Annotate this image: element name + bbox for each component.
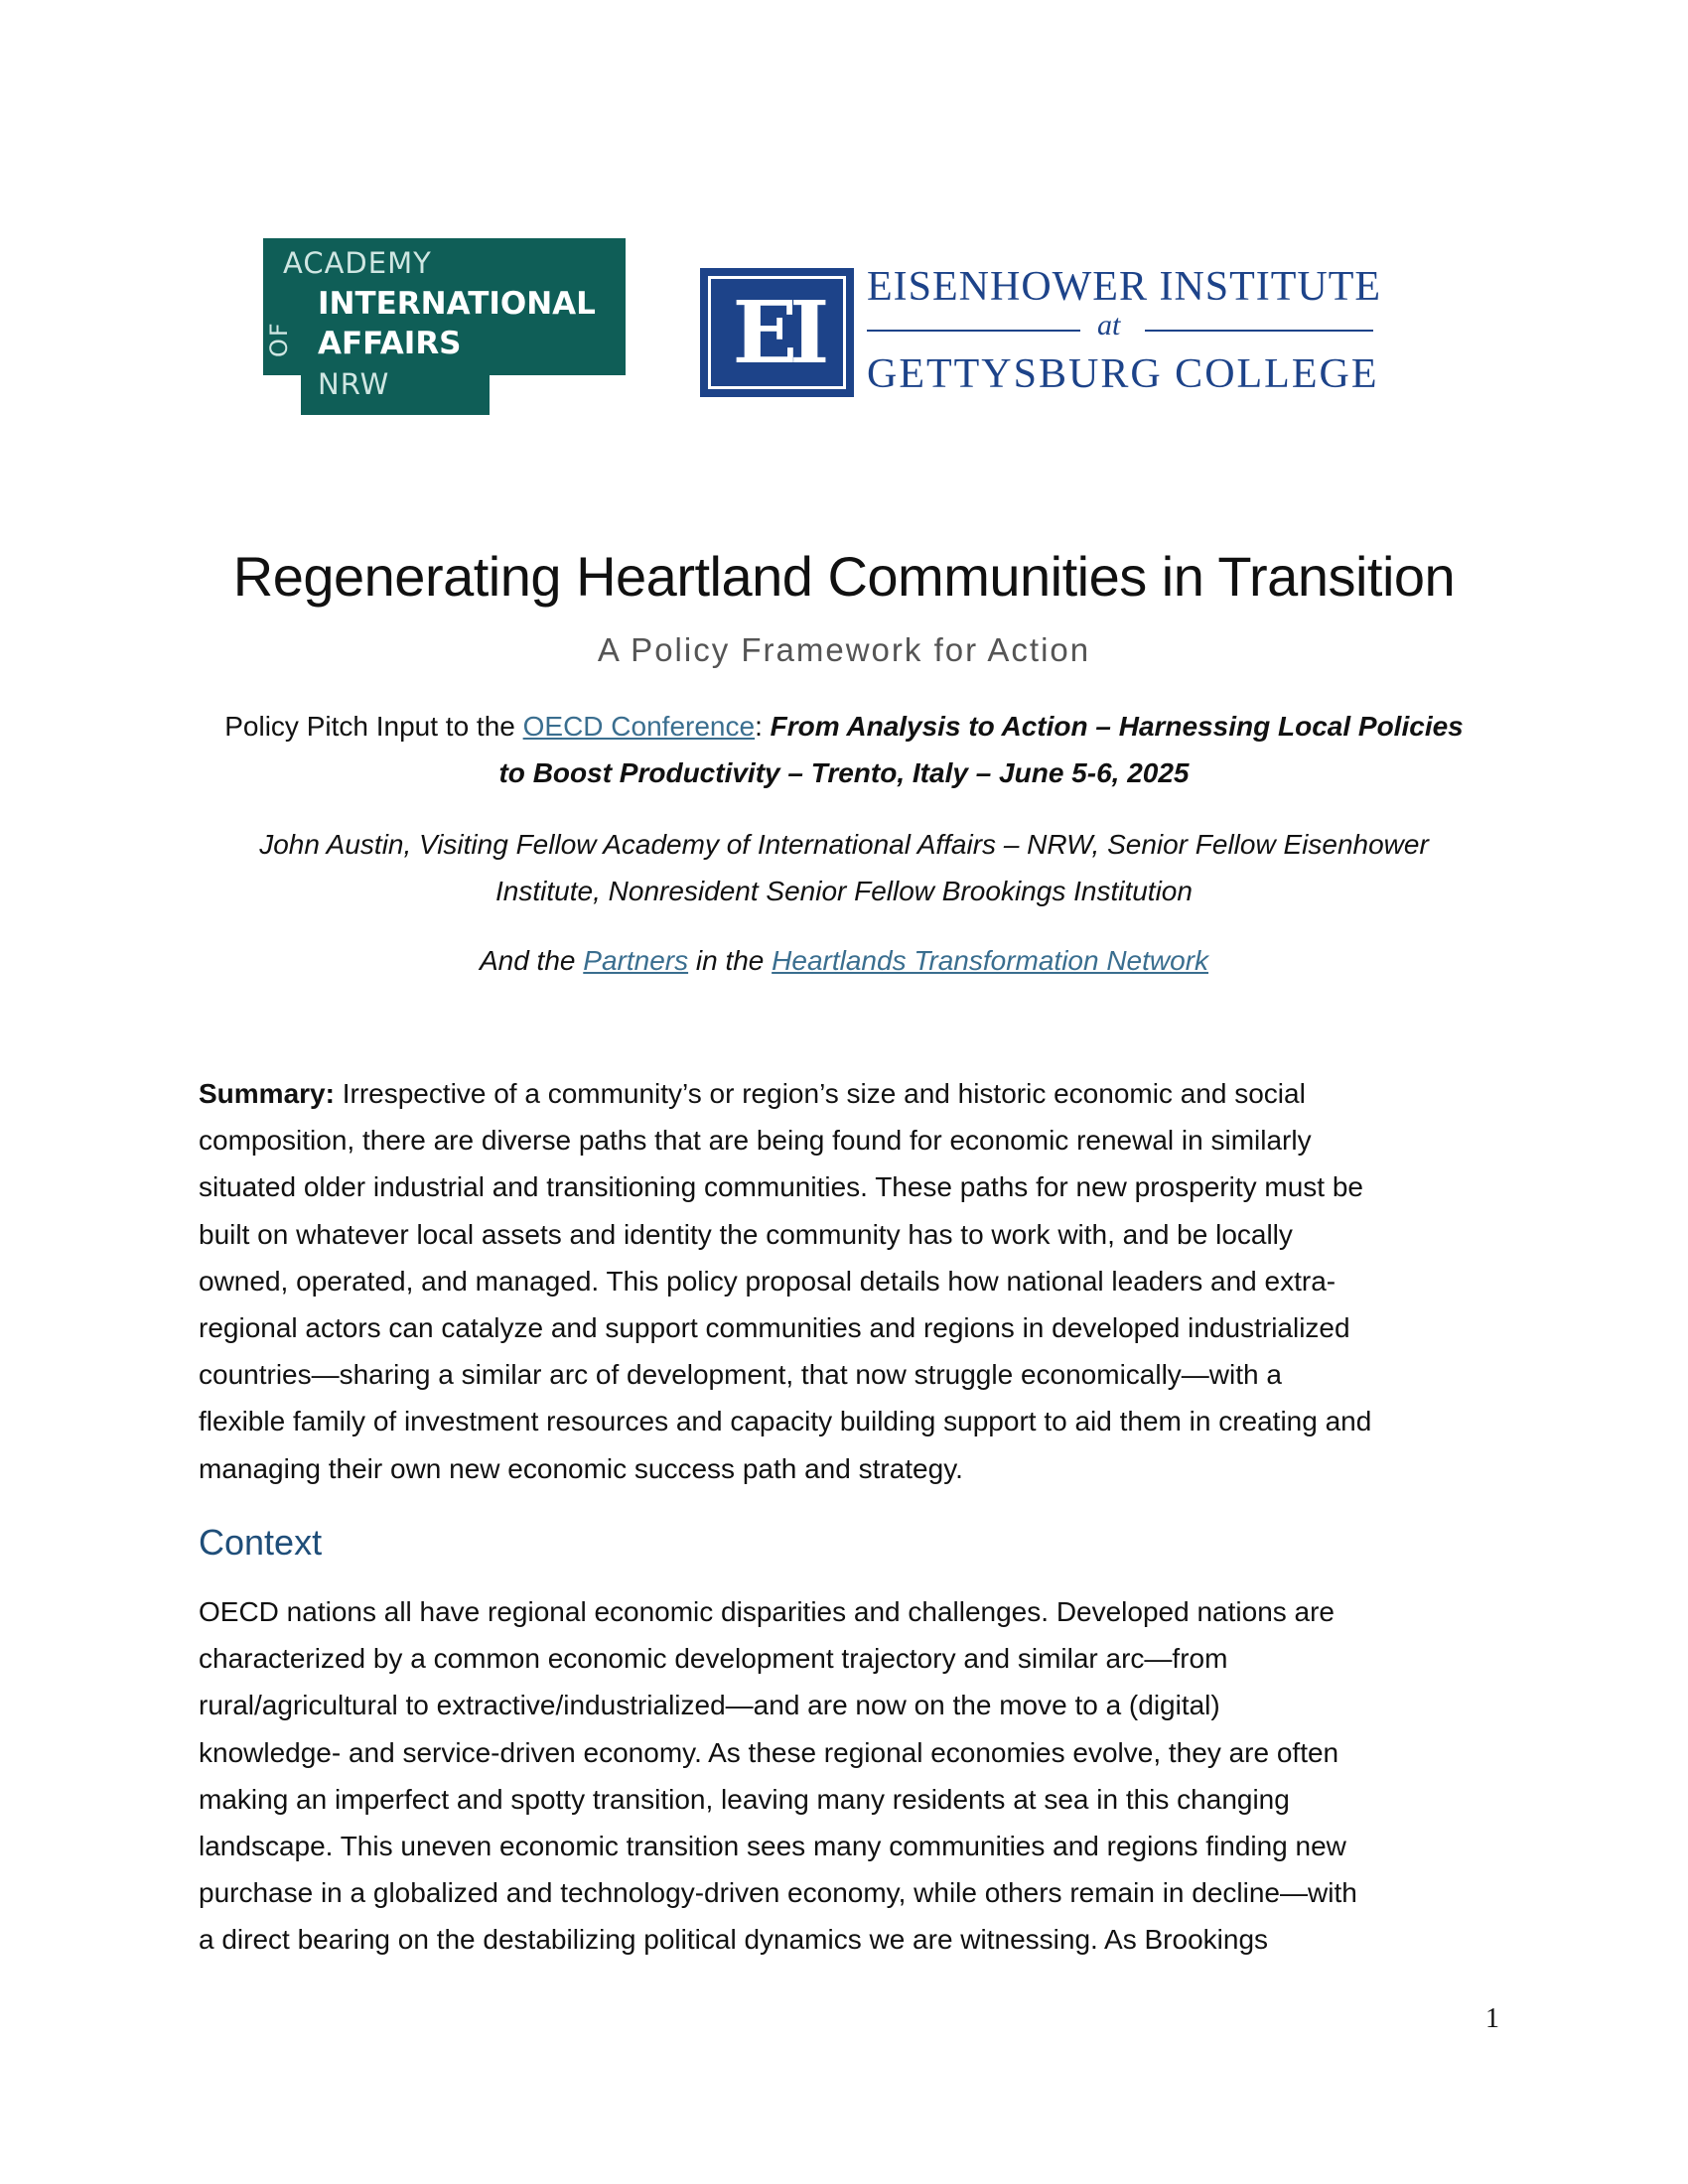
ei-monogram bbox=[700, 268, 854, 397]
ei-monogram-text: EI bbox=[732, 282, 822, 383]
summary-paragraph bbox=[199, 1070, 1489, 1492]
partners-middle: in the bbox=[688, 945, 773, 976]
summary-line: owned, operated, and managed. This policy proposal details how national leaders and extra- bbox=[199, 1265, 1336, 1297]
summary-line: flexible family of investment resources and capacity building support to aid them in creating and bbox=[199, 1406, 1372, 1437]
context-line: purchase in a globalized and technology-driven economy, while others remain in decline—with bbox=[199, 1877, 1357, 1909]
ei-logo-line-2 bbox=[867, 309, 1373, 344]
ei-logo-line-1: EISENHOWER INSTITUTE bbox=[867, 264, 1382, 310]
context-paragraph bbox=[199, 1588, 1489, 1964]
partners-line bbox=[189, 937, 1499, 984]
context-line: knowledge- and service-driven economy. As these regional economies evolve, they are often bbox=[199, 1736, 1339, 1768]
academy-logo bbox=[263, 238, 626, 415]
ei-logo-rule-left bbox=[867, 330, 1080, 332]
pitch-prefix: Policy Pitch Input to the bbox=[224, 711, 523, 742]
pitch-conference-title-2: to Boost Productivity – Trento, Italy – June 5-6, 2025 bbox=[498, 757, 1190, 788]
summary-line: Summary: Irrespective of a community’s or region’s size and historic economic and social bbox=[199, 1078, 1306, 1109]
academy-logo-line-1: ACADEMY bbox=[283, 246, 432, 280]
ei-logo-line-3: GETTYSBURG COLLEGE bbox=[867, 351, 1379, 397]
academy-logo-line-2: INTERNATIONAL bbox=[318, 286, 596, 322]
summary-line: composition, there are diverse paths that are being found for economic renewal in similarly bbox=[199, 1125, 1312, 1157]
context-line: rural/agricultural to extractive/industrialized—and are now on the move to a (digital) bbox=[199, 1690, 1220, 1721]
context-line: landscape. This uneven economic transition sees many communities and regions finding new bbox=[199, 1831, 1346, 1862]
author-line-2: Institute, Nonresident Senior Fellow Brookings Institution bbox=[495, 876, 1193, 906]
page-number: 1 bbox=[1485, 2003, 1499, 2034]
pitch-colon: : bbox=[755, 711, 771, 742]
policy-pitch bbox=[189, 703, 1499, 796]
summary-line: countries—sharing a similar arc of development, that now struggle economically—with a bbox=[199, 1359, 1282, 1391]
context-line: OECD nations all have regional economic disparities and challenges. Developed nations are bbox=[199, 1596, 1336, 1627]
oecd-conference-link[interactable]: OECD Conference bbox=[522, 711, 756, 742]
summary-line: situated older industrial and transitioning communities. These paths for new prosperity must be bbox=[199, 1171, 1363, 1203]
context-heading: Context bbox=[199, 1522, 323, 1563]
summary-label: Summary: bbox=[199, 1078, 335, 1109]
academy-logo-line-4: NRW bbox=[318, 367, 390, 401]
summary-line: regional actors can catalyze and support communities and regions in developed industrialized bbox=[199, 1312, 1350, 1344]
academy-logo-line-3: AFFAIRS bbox=[318, 326, 462, 361]
partners-link[interactable]: Partners bbox=[583, 945, 689, 976]
document-subtitle: A Policy Framework for Action bbox=[597, 631, 1091, 668]
author-line bbox=[189, 821, 1499, 914]
pitch-conference-title-1: From Analysis to Action – Harnessing Local Policies bbox=[770, 711, 1464, 742]
context-line: a direct bearing on the destabilizing political dynamics we are witnessing. As Brookings bbox=[199, 1924, 1269, 1956]
summary-line: built on whatever local assets and identity the community has to work with, and be locally bbox=[199, 1218, 1293, 1250]
document-title: Regenerating Heartland Communities in Transition bbox=[232, 545, 1456, 608]
partners-prefix: And the bbox=[479, 945, 584, 976]
heartlands-network-link[interactable]: Heartlands Transformation Network bbox=[772, 945, 1209, 976]
author-line-1: John Austin, Visiting Fellow Academy of International Affairs – NRW, Senior Fellow Eisenhower bbox=[259, 829, 1429, 860]
eisenhower-logo bbox=[700, 263, 1382, 402]
summary-line: managing their own new economic success path and strategy. bbox=[199, 1452, 963, 1484]
academy-logo-of: OF bbox=[265, 321, 293, 357]
context-line: making an imperfect and spotty transition, leaving many residents at sea in this changing bbox=[199, 1783, 1290, 1815]
context-line: characterized by a common economic development trajectory and similar arc—from bbox=[199, 1643, 1228, 1675]
ei-logo-at: at bbox=[1097, 309, 1121, 341]
ei-logo-rule-right bbox=[1145, 330, 1373, 332]
